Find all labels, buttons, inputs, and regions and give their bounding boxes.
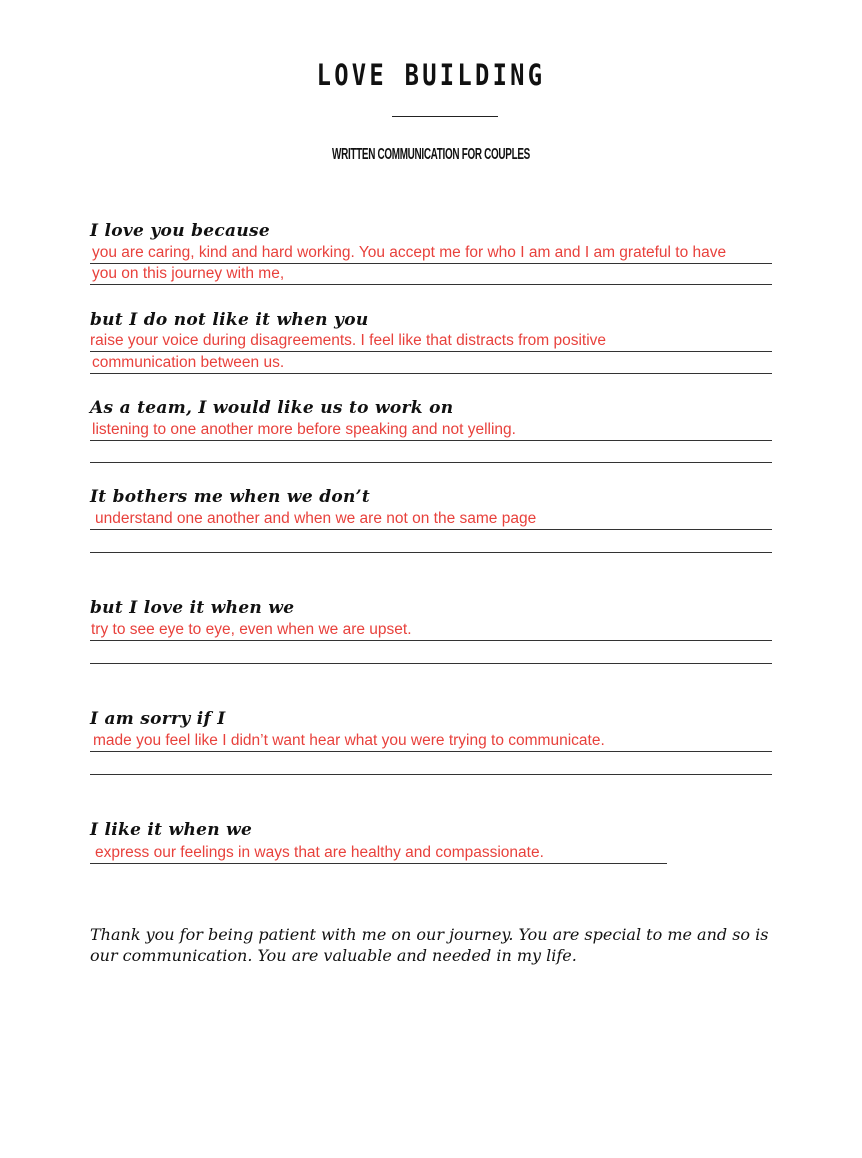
prompt-dislike-when: but I do not like it when you (90, 310, 369, 330)
answer-line[interactable] (90, 842, 667, 864)
answer-line[interactable] (90, 330, 772, 352)
answer-line[interactable] (90, 242, 772, 264)
prompt-like-it-when: I like it when we (90, 820, 253, 840)
answer-line[interactable] (90, 419, 772, 441)
prompt-sorry-if: I am sorry if I (90, 709, 226, 729)
answer-text: listening to one another more before speaking and not yelling. (92, 421, 516, 438)
answer-text: you are caring, kind and hard working. You accept me for who I am and I am grateful to have (92, 244, 727, 261)
answer-text: communication between us. (92, 354, 285, 371)
answer-line[interactable] (90, 263, 772, 285)
answer-line[interactable] (90, 531, 772, 553)
answer-text: understand one another and when we are not on the same page (95, 510, 537, 527)
answer-text: raise your voice during disagreements. I feel like that distracts from positive (90, 332, 607, 349)
answer-line[interactable] (90, 642, 772, 664)
answer-text: made you feel like I didn’t want hear what you were trying to communicate. (93, 732, 605, 749)
prompt-love-it-when: but I love it when we (90, 598, 295, 618)
page-title: LOVE BUILDING (316, 58, 546, 92)
answer-line[interactable] (90, 753, 772, 775)
answer-line[interactable] (90, 619, 772, 641)
title-divider (392, 116, 498, 117)
page-subtitle: WRITTEN COMMUNICATION FOR COUPLES (332, 146, 530, 163)
answer-text: express our feelings in ways that are healthy and compassionate. (95, 844, 544, 861)
answer-line[interactable] (90, 352, 772, 374)
answer-line[interactable] (90, 508, 772, 530)
answer-line[interactable] (90, 441, 772, 463)
answer-text: you on this journey with me, (92, 265, 285, 282)
answer-line[interactable] (90, 730, 772, 752)
prompt-bothers-me: It bothers me when we don’t (90, 487, 371, 507)
prompt-love-because: I love you because (90, 221, 270, 241)
answer-text: try to see eye to eye, even when we are upset. (91, 621, 412, 638)
closing-note: Thank you for being patient with me on our journey. You are special to me and so is our communication. You are valuable and needed in my life. (90, 925, 769, 965)
prompt-team-work-on: As a team, I would like us to work on (90, 398, 454, 418)
